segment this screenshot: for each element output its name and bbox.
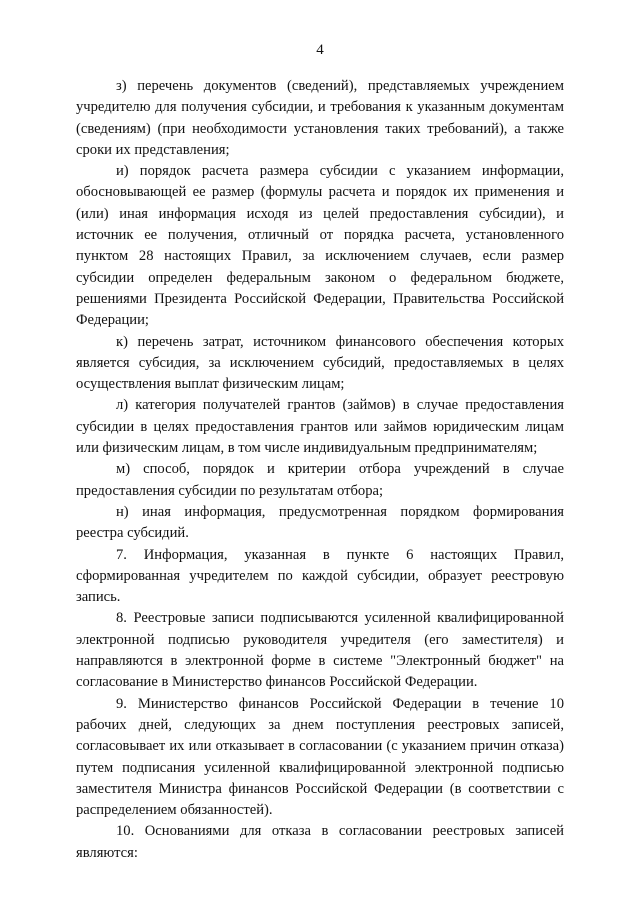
paragraph-item-k: к) перечень затрат, источником финансового обеспечения которых является субсидия, за исключением субсидий, предоставляемых в целях осуществления выплат физическим лицам; bbox=[76, 333, 564, 393]
paragraph-item-z: з) перечень документов (сведений), представляемых учреждением учредителю для получения субсидии, и требования к указанным документам (сведениям) (при необходимости установления таких требований), а также сроки их представления; bbox=[76, 78, 564, 158]
paragraph-item-m: м) способ, порядок и критерии отбора учреждений в случае предоставления субсидии по результатам отбора; bbox=[76, 461, 564, 499]
paragraph-item-n: н) иная информация, предусмотренная порядком формирования реестра субсидий. bbox=[76, 503, 564, 542]
paragraph-clause-7: 7. Информация, указанная в пункте 6 настоящих Правил, сформированная учредителем по каждой субсидии, образует реестровую запись. bbox=[76, 546, 564, 606]
paragraph-item-l: л) категория получателей грантов (займов) в случае предоставления субсидии в целях предоставления грантов или займов юридическим лицам или физическим лицам, в том числе индивидуальным предпринимателям; bbox=[76, 397, 564, 457]
document-body bbox=[76, 76, 564, 864]
paragraph-item-i: и) порядок расчета размера субсидии с указанием информации, обосновывающей ее размер (формулы расчета и порядок их применения и (или) иная информация исходя из целей предоставления субсидии), и источник ее получения, отличный от порядка расчета, установленного пунктом 28 настоящих Правил, за исключением случаев, если размер субсидии определен федеральным законом о федеральном бюджете, решениями Президента Российской Федерации, Правительства Российской Федерации; bbox=[76, 163, 564, 329]
paragraph-clause-10: 10. Основаниями для отказа в согласовании реестровых записей являются: bbox=[76, 823, 564, 861]
paragraph-clause-9: 9. Министерство финансов Российской Федерации в течение 10 рабочих дней, следующих за днем поступления реестровых записей, согласовывает их или отказывает в согласовании (с указанием причин отказа) путем подписания усиленной квалифицированной электронной подписью заместителя Министра финансов Российской Федерации (в соответствии с распределением обязанностей). bbox=[76, 695, 564, 819]
paragraph-clause-8: 8. Реестровые записи подписываются усиленной квалифицированной электронной подписью руководителя учредителя (его заместителя) и направляются в электронной форме в системе "Электронный бюджет" на согласование в Министерство финансов Российской Федерации. bbox=[76, 610, 564, 691]
page-number: 4 bbox=[316, 42, 324, 58]
